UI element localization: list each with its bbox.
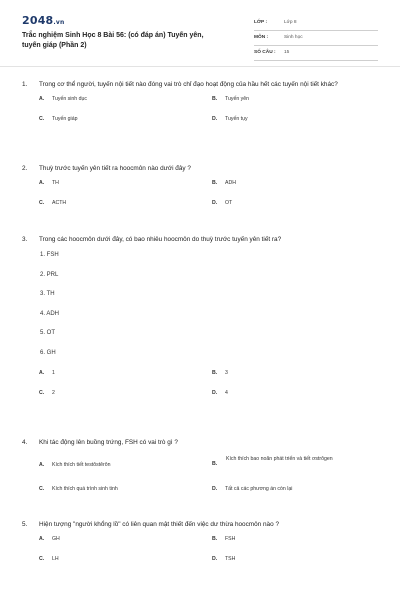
meta-value: Lớp 8 bbox=[284, 20, 297, 25]
option-d[interactable]: D. OT bbox=[212, 200, 233, 206]
meta-table bbox=[254, 16, 378, 61]
meta-key: LỚP : bbox=[254, 20, 268, 25]
header-divider bbox=[0, 66, 400, 67]
option-b[interactable]: B. FSH bbox=[212, 536, 236, 542]
option-grid bbox=[22, 454, 382, 498]
document-title: Trắc nghiệm Sinh Học 8 Bài 56: (có đáp án) Tuyến yên, tuyến giáp (Phần 2) bbox=[22, 32, 204, 49]
option-c[interactable]: C. 2 bbox=[39, 390, 55, 396]
question-number: 1. bbox=[22, 81, 28, 88]
meta-row-class bbox=[254, 16, 378, 31]
option-a[interactable]: A. 1 bbox=[39, 370, 55, 376]
question-text: Hiện tượng "người khổng lồ" có liên quan mật thiết đến việc dư thừa hoocmôn nào ? bbox=[39, 521, 279, 528]
document-header bbox=[22, 14, 378, 62]
option-d[interactable]: D. Tất cả các phương án còn lại bbox=[212, 486, 293, 492]
question-3 bbox=[22, 235, 382, 406]
option-c[interactable]: C. LH bbox=[39, 556, 59, 562]
option-d[interactable]: D. Tuyến tụy bbox=[212, 116, 248, 122]
question-text: Thuỳ trước tuyến yên tiết ra hoocmôn nào dưới đây ? bbox=[39, 165, 191, 172]
option-b[interactable]: B. Tuyến yên bbox=[212, 96, 250, 102]
meta-key: MÔN : bbox=[254, 35, 269, 40]
option-c[interactable]: C. Tuyến giáp bbox=[39, 116, 78, 122]
statement-item: 6. GH bbox=[40, 349, 56, 356]
option-d[interactable]: D. 4 bbox=[212, 390, 228, 396]
statement-item: 2. PRL bbox=[40, 271, 59, 278]
statement-item: 5. OT bbox=[40, 330, 56, 336]
option-d[interactable]: D. TSH bbox=[212, 556, 236, 562]
option-grid bbox=[22, 96, 382, 132]
meta-value: 15 bbox=[284, 50, 290, 55]
question-1 bbox=[22, 80, 382, 132]
meta-row-subject bbox=[254, 31, 378, 46]
option-c[interactable]: C. Kích thích quá trình sinh tinh bbox=[39, 486, 118, 492]
option-a[interactable]: A. Tuyến sinh dục bbox=[39, 96, 87, 102]
option-c[interactable]: C. ACTH bbox=[39, 200, 67, 206]
option-grid bbox=[22, 536, 382, 572]
option-a[interactable]: A. TH bbox=[39, 180, 59, 186]
question-text: Trong cơ thể người, tuyến nội tiết nào đóng vai trò chỉ đạo hoạt động của hầu hết các tuyến nội tiết khác? bbox=[39, 81, 338, 88]
question-number: 5. bbox=[22, 521, 28, 528]
option-a[interactable]: A. Kích thích tiết testôstêrôn bbox=[39, 462, 111, 468]
statement-item: 4. ADH bbox=[40, 310, 60, 317]
question-number: 3. bbox=[22, 236, 28, 243]
question-number: 2. bbox=[22, 165, 28, 172]
statement-item: 3. TH bbox=[40, 291, 55, 297]
option-b[interactable]: B. Kích thích bao noãn phát triển và tiết ơstrôgen bbox=[212, 456, 333, 467]
question-5 bbox=[22, 520, 382, 572]
statement-list bbox=[40, 251, 382, 368]
meta-row-count bbox=[254, 46, 378, 61]
meta-value: Sinh học bbox=[284, 35, 303, 40]
meta-key: SỐ CÂU : bbox=[254, 50, 276, 55]
question-number: 4. bbox=[22, 439, 28, 446]
question-text: Khi tác động lên buồng trứng, FSH có vai trò gì ? bbox=[39, 439, 178, 446]
statement-item: 1. FSH bbox=[40, 252, 59, 258]
site-logo[interactable]: 2048.vn bbox=[22, 14, 65, 27]
option-grid bbox=[22, 180, 382, 216]
question-4 bbox=[22, 438, 382, 498]
question-text: Trong các hoocmôn dưới đây, có bao nhiêu hoocmôn do thuỳ trước tuyến yên tiết ra? bbox=[39, 236, 282, 243]
option-b[interactable]: B. 3 bbox=[212, 370, 228, 376]
option-grid bbox=[22, 370, 382, 406]
option-b[interactable]: B. ADH bbox=[212, 180, 236, 186]
option-a[interactable]: A. GH bbox=[39, 536, 60, 542]
question-2 bbox=[22, 164, 382, 216]
